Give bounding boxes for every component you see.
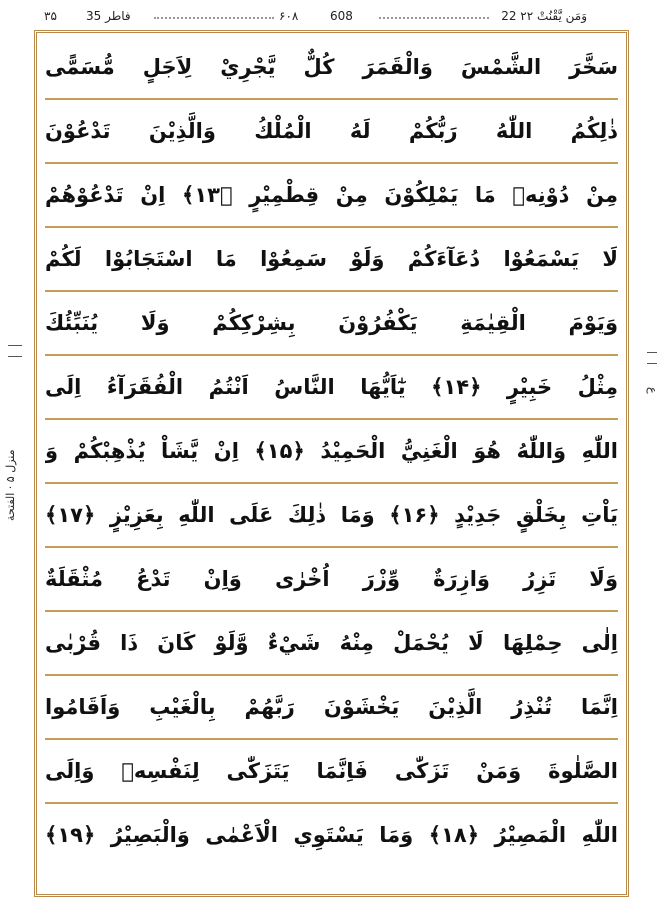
text-line-3	[45, 165, 618, 228]
manzil-marker	[8, 345, 22, 357]
ruku-label: ع	[646, 386, 659, 394]
surah-name: فاطر 35	[86, 9, 131, 23]
text-line-12	[45, 741, 618, 804]
line-text: وَلَا تَزِرُ وَازِرَةٌ وِّزْرَ اُخْرٰى وَاِنْ تَدْعُ مُثْقَلَةٌ	[45, 567, 618, 591]
line-text: وَيَوْمَ الْقِيٰمَةِ يَكْفُرُوْنَ بِشِرْكِكُمْ وَلَا يُنَبِّئُكَ	[45, 311, 618, 335]
page-number-arabic: ۶۰۸	[279, 9, 299, 23]
surah-number: ۳۵	[44, 9, 57, 23]
line-text: اِنَّمَا تُنْذِرُ الَّذِيْنَ يَخْشَوْنَ رَبَّهُمْ بِالْغَيْبِ وَاَقَامُوا	[45, 695, 618, 719]
text-line-9	[45, 549, 618, 612]
text-line-2	[45, 101, 618, 164]
text-line-8	[45, 485, 618, 548]
text-line-11	[45, 677, 618, 740]
juz-name: 22 وَمَن يَّقْنُتْ ۲۲	[501, 9, 587, 23]
text-line-5	[45, 293, 618, 356]
line-text: اللّٰهِ وَاللّٰهُ هُوَ الْغَنِيُّ الْحَمِيْدُ ﴿۱۵﴾ اِنْ يَّشَاْ يُذْهِبْكُمْ وَ	[45, 439, 618, 463]
text-line-6	[45, 357, 618, 420]
header-divider-left	[154, 17, 274, 19]
manzil-label: منزل ۵ · الفتحة	[4, 449, 17, 521]
line-text: سَخَّرَ الشَّمْسَ وَالْقَمَرَ كُلٌّ يَّجْرِيْ لِاَجَلٍ مُّسَمًّى	[45, 55, 618, 79]
line-text: مِنْ دُوْنِهٖ مَا يَمْلِكُوْنَ مِنْ قِطْمِيْرٍ ﴿۱۳﴾ اِنْ تَدْعُوْهُمْ	[45, 183, 618, 207]
header-divider-right	[379, 17, 489, 19]
line-text: مِثْلُ خَبِيْرٍ ﴿۱۴﴾ يٰٓاَيُّهَا النَّاسُ اَنْتُمُ الْفُقَرَآءُ اِلَى	[45, 375, 618, 399]
line-text: اللّٰهِ الْمَصِيْرُ ﴿۱۸﴾ وَمَا يَسْتَوِي الْاَعْمٰى وَالْبَصِيْرُ ﴿۱۹﴾	[45, 823, 618, 847]
line-text: ذٰلِكُمُ اللّٰهُ رَبُّكُمْ لَهُ الْمُلْكُ وَالَّذِيْنَ تَدْعُوْنَ	[45, 119, 618, 143]
text-line-1	[45, 37, 618, 100]
ruku-marker	[647, 352, 657, 364]
page-frame	[34, 30, 629, 897]
text-line-10	[45, 613, 618, 676]
page-number-english: 608	[330, 9, 353, 23]
line-text: اِلٰى حِمْلِهَا لَا يُحْمَلْ مِنْهُ شَيْءٌ وَّلَوْ كَانَ ذَا قُرْبٰى	[45, 631, 618, 655]
line-text: الصَّلٰوةَ وَمَنْ تَزَكّٰى فَاِنَّمَا يَتَزَكّٰى لِنَفْسِهٖ وَاِلَى	[45, 759, 618, 783]
text-line-4	[45, 229, 618, 292]
line-text: يَاْتِ بِخَلْقٍ جَدِيْدٍ ﴿۱۶﴾ وَمَا ذٰلِكَ عَلَى اللّٰهِ بِعَزِيْزٍ ﴿۱۷﴾	[45, 503, 618, 527]
text-line-7	[45, 421, 618, 484]
line-text: لَا يَسْمَعُوْا دُعَآءَكُمْ وَلَوْ سَمِعُوْا مَا اسْتَجَابُوْا لَكُمْ	[45, 247, 618, 271]
text-line-13	[45, 805, 618, 866]
page-header	[34, 6, 629, 28]
